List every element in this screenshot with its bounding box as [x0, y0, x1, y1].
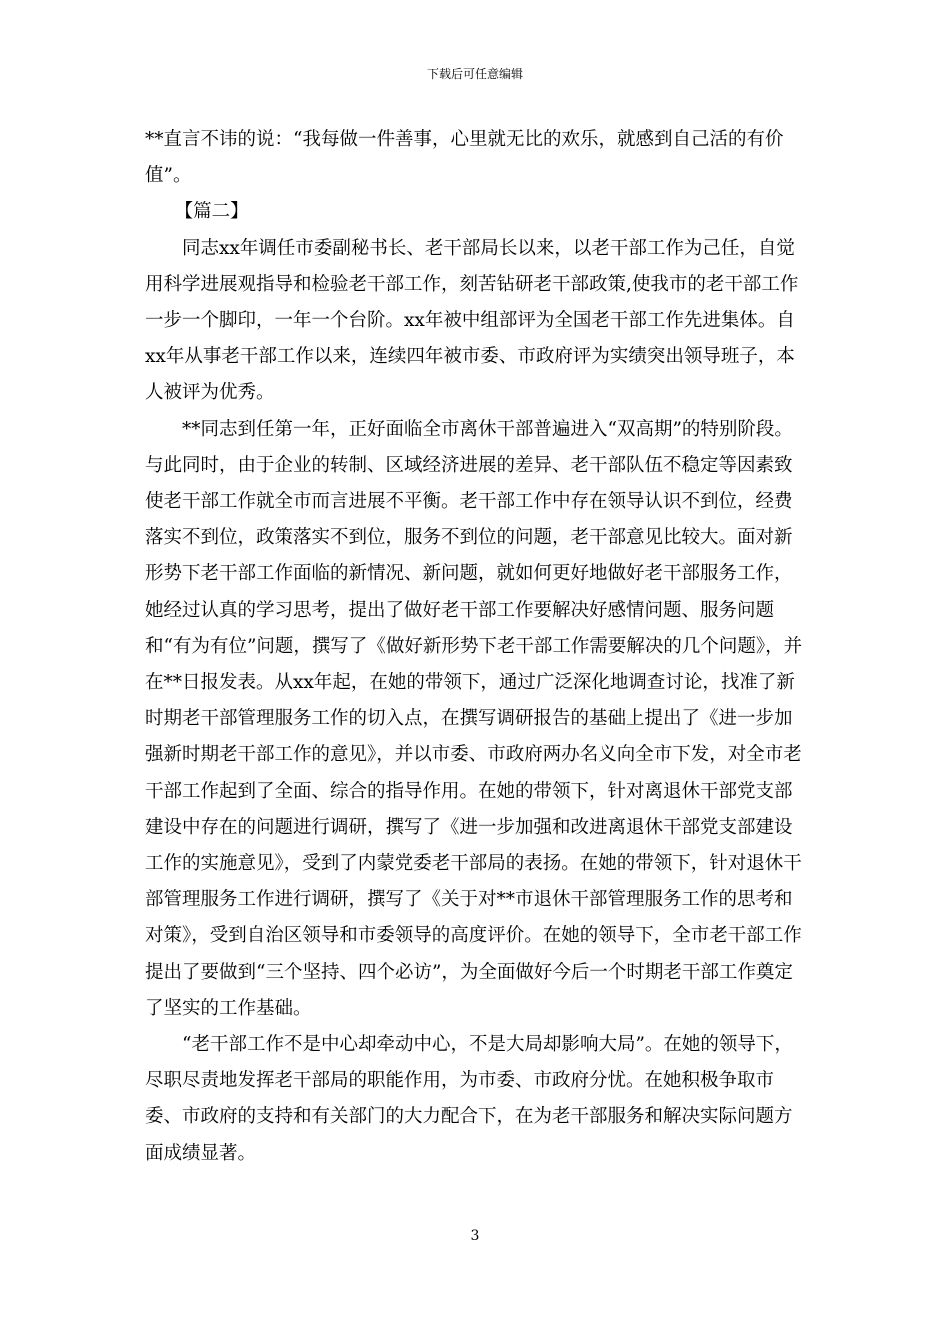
page-header: 下载后可任意编辑: [426, 67, 523, 81]
document-body: [145, 122, 807, 1172]
paragraph-first-year: **同志到任第一年，正好面临全市离休干部普遍进入“双高期”的特别阶段。与此同时，由于企业的转制、区域经济进展的差异、老干部队伍不稳定等因素致使老干部工作就全市而言进展不平衡。老干部工作中存在领导认识不到位，经费落实不到位，政策落实不到位，服务不到位的问题，老干部意见比较大。面对新形势下老干部工作面临的新情况、新问题，就如何更好地做好老干部服务工作，她经过认真的学习思考，提出了做好老干部工作要解决好感情问题、服务问题和“有为有位”问题，撰写了《做好新形势下老干部工作需要解决的几个问题》，并在**日报发表。从xx年起，在她的带领下，通过广泛深化地调查讨论，找准了新时期老干部管理服务工作的切入点，在撰写调研报告的基础上提出了《进一步加强新时期老干部工作的意见》，并以市委、市政府两办名义向全市下发，对全市老干部工作起到了全面、综合的指导作用。在她的带领下，针对离退休干部党支部建设中存在的问题进行调研，撰写了《进一步加强和改进离退休干部党支部建设工作的实施意见》，受到了内蒙党委老干部局的表扬。在她的带领下，针对退休干部管理服务工作进行调研，撰写了《关于对**市退休干部管理服务工作的思考和对策》，受到自治区领导和市委领导的高度评价。在她的领导下，全市老干部工作提出了要做到“三个坚持、四个必访”，为全面做好今后一个时期老干部工作奠定了坚实的工作基础。: [145, 418, 803, 1019]
paragraph-continuation: **直言不讳的说：“我每做一件善事，心里就无比的欢乐，就感到自己活的有价值”。: [145, 129, 784, 187]
page-number: 3: [470, 1228, 480, 1244]
paragraph-intro: 同志xx年调任市委副秘书长、老干部局长以来，以老干部工作为己任，自觉用科学进展观指导和检验老干部工作，刻苦钻研老干部政策,使我市的老干部工作一步一个脚印，一年一个台阶。xx年被中组部评为全国老干部工作先进集体。自xx年从事老干部工作以来，连续四年被市委、市政府评为实绩突出领导班子，本人被评为优秀。: [145, 237, 799, 404]
paragraph-closing: “老干部工作不是中心却牵动中心，不是大局却影响大局”。在她的领导下，尽职尽责地发挥老干部局的职能作用，为市委、市政府分忧。在她积极争取市委、市政府的支持和有关部门的大力配合下，在为老干部服务和解决实际问题方面成绩显著。: [145, 1034, 793, 1164]
section-title: 【篇二】: [174, 201, 249, 223]
